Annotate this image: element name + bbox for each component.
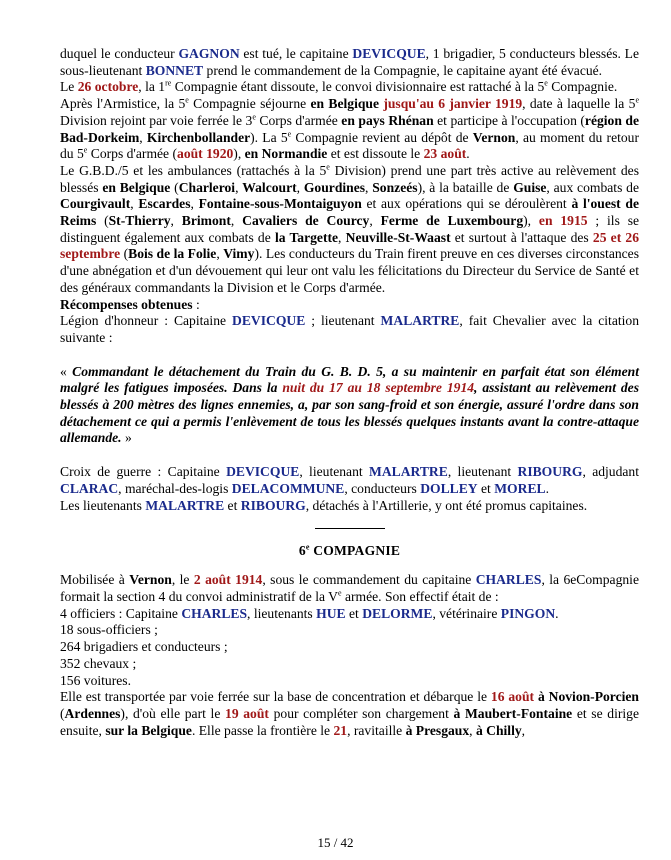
effectif-line: 264 brigadiers et conducteurs ; bbox=[60, 639, 228, 655]
paragraph-promotion: Les lieutenants MALARTRE et RIBOURG, détachés à l'Artillerie, y ont été promus capitaines. bbox=[60, 497, 588, 513]
date-highlight: 25 et 26 septembre bbox=[60, 229, 640, 262]
paragraph-armistice: Après l'Armistice, la 5e Compagnie séjourne en Belgique jusqu'au 6 janvier 1919, date à laquelle la 5e Division rejoint par voie ferrée le 3e Corps d'armée en pays Rhénan et participe à l'occupation (région de Bad-Dorkeim, Kirchenbollander). La 5e Compagnie revient au dépôt de Vernon, au moment du retour du 5e Corps d'armée (août 1920), en Normandie et est dissoute le 23 août. bbox=[60, 95, 640, 162]
person-name: CHARLES bbox=[181, 605, 248, 621]
person-name: MALARTRE bbox=[369, 464, 448, 480]
page-number: 15 / 42 bbox=[317, 835, 354, 850]
effectif-line: 352 chevaux ; bbox=[60, 655, 137, 671]
paragraph-gbd5: Le G.B.D./5 et les ambulances (rattachés à la 5e Division) prend une part très active au relèvement des blessés en Belgique (Charleroi, Walcourt, Gourdines, Sonzeés), à la bataille de Guise, aux combats de Courgivault, Escardes, Fontaine-sous-Montaiguyon et aux opérations qui se déroulèrent à l'ouest de Reims (St-Thierry, Brimont, Cavaliers de Courcy, Ferme de Luxembourg), en 1915 ; ils se distinguent également aux combats de la Targette, Neuville-St-Waast et surtout à l'attaque des 25 et 26 septembre (Bois de la Folie, Vimy). Les conducteurs du Train firent preuve en ces diverses circonstances d'une abnégation et d'un dévouement qui leur ont valu les félicitations du Directeur du Service de Santé et des généraux commandants la Division et le Corps d'armée. bbox=[60, 162, 640, 295]
person-name: PINGON bbox=[500, 605, 556, 621]
effectif-line: 18 sous-officiers ; bbox=[60, 622, 158, 638]
person-name: RIBOURG bbox=[517, 464, 583, 480]
date-highlight: 23 août bbox=[423, 146, 467, 162]
document-page bbox=[60, 0, 639, 739]
date-highlight: nuit du 17 au 18 septembre 1914 bbox=[282, 380, 475, 396]
date-highlight: 2 août 1914 bbox=[193, 572, 263, 588]
person-name: CLARAC bbox=[60, 480, 119, 496]
paragraph-transport: Elle est transportée par voie ferrée sur la base de concentration et débarque le 16 août à Novion-Porcien (Ardennes), d'où elle part le 19 août pour compléter son chargement à Maubert-Fontaine et se dirige ensuite, sur la Belgique. Elle passe la frontière le 21, ravitaille à Presgaux, à Chilly, bbox=[60, 689, 639, 738]
effectif-line: 156 voitures. bbox=[60, 672, 131, 688]
person-name: DELACOMMUNE bbox=[231, 480, 345, 496]
person-name: DEVICQUE bbox=[226, 464, 300, 480]
paragraph-mobilisation: Mobilisée à Vernon, le 2 août 1914, sous le commandement du capitaine CHARLES, la 6eCompagnie formait la section 4 du convoi administratif de la Ve armée. Son effectif était de : bbox=[60, 572, 639, 604]
paragraph-croix-de-guerre: Croix de guerre : Capitaine DEVICQUE, lieutenant MALARTRE, lieutenant RIBOURG, adjudant CLARAC, maréchal-des-logis DELACOMMUNE, conducteurs DOLLEY et MOREL. bbox=[60, 464, 640, 496]
person-name: RIBOURG bbox=[240, 497, 306, 513]
person-name: MALARTRE bbox=[145, 497, 225, 513]
date-highlight: 21 bbox=[333, 722, 348, 738]
rewards-heading: Récompenses obtenues : bbox=[60, 296, 200, 312]
person-name: DOLLEY bbox=[420, 480, 478, 496]
date-highlight: 26 octobre bbox=[77, 79, 139, 95]
person-name: DEVICQUE bbox=[352, 46, 426, 61]
date-highlight: août 1920 bbox=[177, 146, 234, 162]
person-name: MOREL bbox=[494, 480, 546, 496]
date-highlight: 19 août bbox=[225, 705, 269, 721]
person-name: BONNET bbox=[145, 62, 204, 78]
date-highlight: en 1915 bbox=[538, 213, 588, 229]
paragraph-officers: 4 officiers : Capitaine CHARLES, lieutenants HUE et DELORME, vétérinaire PINGON. bbox=[60, 605, 559, 621]
person-name: GAGNON bbox=[178, 46, 240, 61]
paragraph-gagnon: duquel le conducteur GAGNON est tué, le capitaine DEVICQUE, 1 brigadier, 5 conducteurs blessés. Le sous-lieutenant BONNET prend le commandement de la Compagnie, le capitaine ayant été évacué. bbox=[60, 46, 640, 78]
citation-quote: « Commandant le détachement du Train du G. B. D. 5, a su maintenir en parfait état son élément malgré les fatigues imposées. Dans la nuit du 17 au 18 septembre 1914, assistant au relèvement des blessés à 200 mètres des lignes ennemies, a, par son sang-froid et son énergie, assuré l'ordre dans son détachement ce qui a permis l'enlèvement de tous les blessés quelques instants avant la contre-attaque allemande. » bbox=[60, 363, 639, 446]
person-name: MALARTRE bbox=[380, 313, 460, 329]
paragraph-legion-honneur: Légion d'honneur : Capitaine DEVICQUE ; lieutenant MALARTRE, fait Chevalier avec la citation suivante : bbox=[60, 313, 640, 345]
date-highlight: jusqu'au 6 janvier 1919 bbox=[383, 96, 523, 112]
section-heading: 6e COMPAGNIE bbox=[298, 542, 401, 559]
person-name: DEVICQUE bbox=[232, 313, 306, 329]
person-name: CHARLES bbox=[475, 572, 542, 588]
person-name: HUE bbox=[316, 605, 346, 621]
date-highlight: 16 août bbox=[490, 689, 535, 705]
paragraph-dissolution: Le 26 octobre, la 1re Compagnie étant dissoute, le convoi divisionnaire est rattaché à la 5e Compagnie. bbox=[60, 78, 618, 95]
section-divider bbox=[315, 528, 385, 529]
person-name: DELORME bbox=[362, 605, 433, 621]
